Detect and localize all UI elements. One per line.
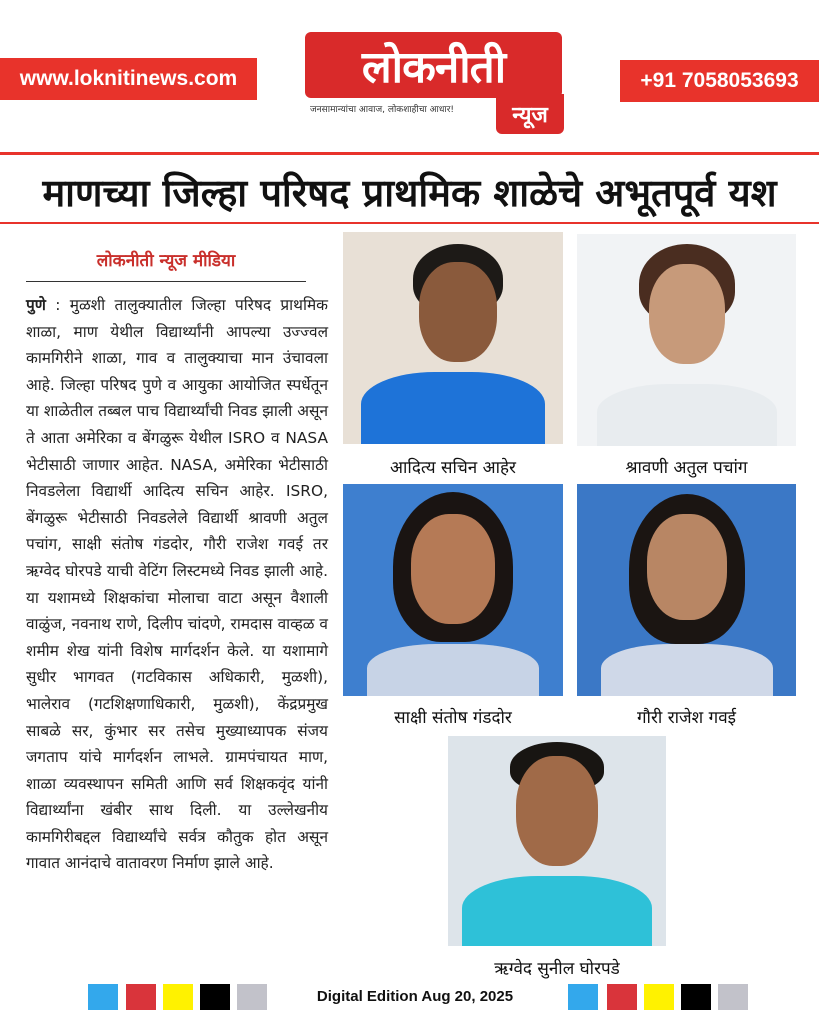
divider-top — [0, 152, 819, 155]
edition-date: Digital Edition Aug 20, 2025 — [316, 988, 514, 1005]
photo-caption-1: आदित्य सचिन आहेर — [390, 458, 516, 478]
byline: लोकनीती न्यूज मीडिया — [96, 251, 236, 271]
color-swatch — [681, 984, 711, 1010]
byline-divider — [26, 281, 306, 282]
student-photo-5 — [448, 736, 666, 946]
dateline: पुणे — [26, 296, 46, 314]
color-swatch — [644, 984, 674, 1010]
color-swatch — [200, 984, 230, 1010]
color-swatch — [718, 984, 748, 1010]
student-photo-2 — [577, 234, 796, 446]
student-photo-4 — [577, 484, 796, 696]
photo-caption-2: श्रावणी अतुल पचांग — [625, 458, 748, 478]
photo-caption-5: ऋग्वेद सुनील घोरपडे — [494, 959, 620, 979]
logo-tagline: जनसामान्यांचा आवाज, लोकशाहीचा आधार! — [310, 105, 455, 115]
photo-caption-3: साक्षी संतोष गंडदोर — [394, 708, 512, 728]
color-swatch — [88, 984, 118, 1010]
logo — [300, 28, 570, 138]
color-swatch — [126, 984, 156, 1010]
headline: माणच्या जिल्हा परिषद प्राथमिक शाळेचे अभूतपूर्व यश — [42, 171, 777, 215]
logo-sub: न्यूज — [496, 94, 564, 134]
photo-caption-4: गौरी राजेश गवई — [636, 708, 737, 728]
phone-banner[interactable]: +91 7058053693 — [620, 60, 819, 102]
color-swatch — [568, 984, 598, 1010]
website-banner[interactable]: www.loknitinews.com — [0, 58, 257, 100]
color-swatch — [237, 984, 267, 1010]
article-body — [26, 292, 328, 877]
article-text: : मुळशी तालुक्यातील जिल्हा परिषद प्राथमिक शाळा, माण येथील विद्यार्थ्यांनी आपल्या उज्ज्वल कामगिरीने शाळा, गाव व तालुक्याचा मान उंचावला आहे. जिल्हा परिषद पुणे व आयुका आयोजित स्पर्धेतून या शाळेतील तब्बल पाच विद्यार्थ्यांची निवड झाली असून ते आता अमेरिका व बेंगळुरू येथील ISRO व NASA भेटीसाठी जाणार आहेत. NASA, अमेरिका भेटीसाठी निवडलेला विद्यार्थी आदित्य सचिन आहेर. ISRO, बेंगळुरू भेटीसाठी निवडलेले विद्यार्थी श्रावणी अतुल पचांग, साक्षी संतोष गंडदोर, गौरी राजेश गवई तर ऋग्वेद घोरपडे याची वेटिंग लिस्टमध्ये निवड झाली आहे. या यशामध्ये शिक्षकांचा मोलाचा वाटा असून वैशाली वाळुंज, नवनाथ राणे, दिलीप चांदणे, रामदास वाव्हळ व शमीम शेख यांनी विशेष मार्गदर्शन केले. या यशामागे सुधीर भागवत (गटविकास अधिकारी, मुळशी), भालेराव (गटशिक्षणाधिकारी, मुळशी), केंद्रप्रमुख साबळे सर, कुंभार सर तसेच मुख्याध्यापक संजय जगताप यांचे मार्गदर्शन लाभले. ग्रामपंचायत माण, शाळा व्यवस्थापन समिती आणि सर्व शिक्षकवृंद यांनी विद्यार्थ्यांना खंबीर साथ दिली. या उल्लेखनीय कामगिरीबद्दल विद्यार्थ्यांचे सर्वत्र कौतुक होत असून गावात आनंदाचे वातावरण निर्माण झाले आहे. — [26, 296, 328, 873]
student-photo-3 — [343, 484, 563, 696]
logo-main: लोकनीती — [305, 32, 562, 98]
color-swatch — [163, 984, 193, 1010]
student-photo-1 — [343, 232, 563, 444]
divider-headline — [0, 222, 819, 224]
color-swatch — [607, 984, 637, 1010]
